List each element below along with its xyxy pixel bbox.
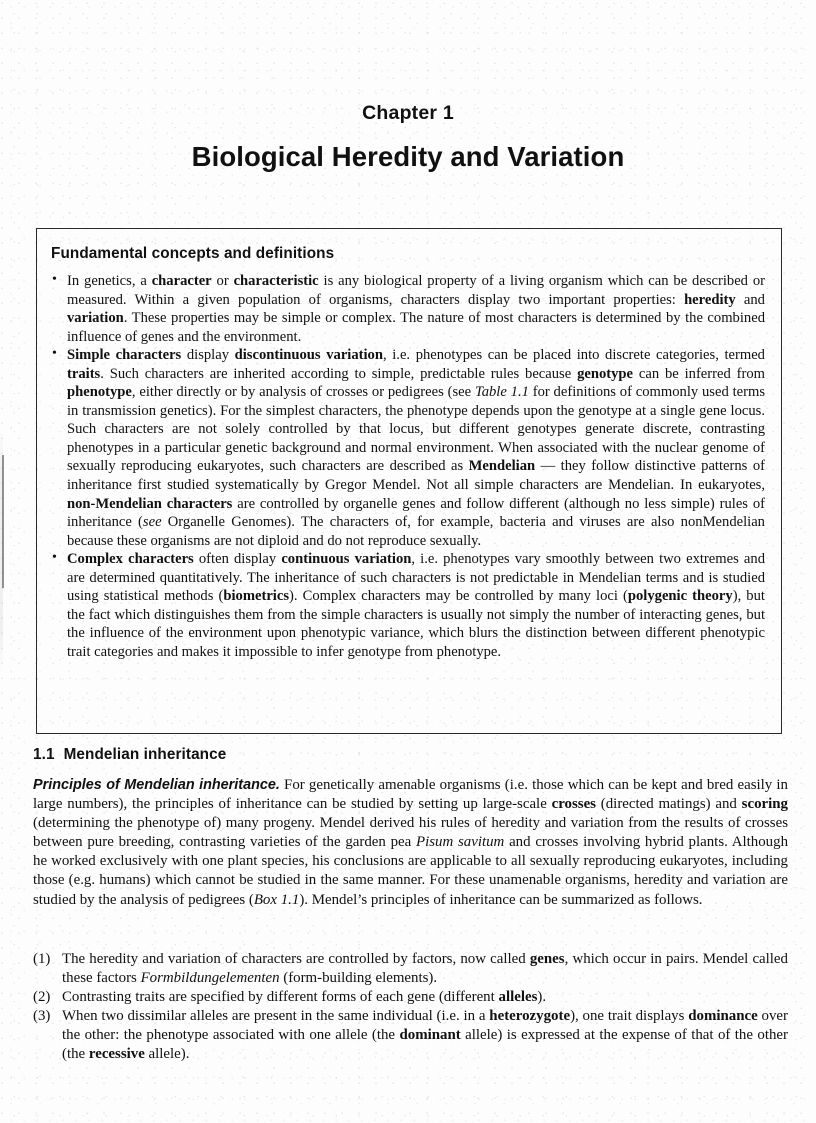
text-run: , i.e. phenotypes can be placed into discrete categories, termed <box>382 347 765 364</box>
emphasis-bold: non-Mendelian characters <box>67 495 233 512</box>
text-run: . Such characters are inherited according to simple, predictable rules because <box>100 365 578 382</box>
list-item-marker: (1) <box>33 951 51 967</box>
emphasis-bold: dominance <box>688 1008 758 1025</box>
emphasis-bold: Mendelian <box>468 458 536 475</box>
box-title: Fundamental concepts and definitions <box>51 245 335 262</box>
emphasis-bold: phenotype <box>67 384 132 401</box>
text-run: The heredity and variation of characters are controlled by factors, now called <box>62 951 530 967</box>
section-paragraph <box>33 776 788 910</box>
page-title: Biological Heredity and Variation <box>191 141 625 172</box>
emphasis-italic: Formbildungelementen <box>140 970 280 987</box>
emphasis-bold: heterozygote <box>489 1008 571 1025</box>
text-run: , which occur in pairs. Mendel called these factors <box>62 951 788 987</box>
emphasis-bold: genotype <box>577 365 634 382</box>
emphasis-bold: discontinuous variation <box>234 347 383 364</box>
numbered-principles-list <box>33 950 788 1065</box>
emphasis-bold: scoring <box>741 796 788 813</box>
numbered-list-item <box>33 1007 788 1064</box>
text-run: for definitions of commonly used terms in transmission genetics). For the simplest characters, the phenotype depends upon the genotype at a single gene locus. Such characters are not solely controlled by that locus, but different genotypes generate discrete, contrasting phenotypes in a particular genetic background and normal environment. When associated with the nuclear genome of sexually reproducing eukaryotes, such characters are described as <box>67 384 765 475</box>
emphasis-bold: Complex characters <box>67 551 194 568</box>
emphasis-bold: traits <box>67 365 101 382</box>
text-run: allele) is expressed at the expense of that of the other (the <box>62 1027 788 1063</box>
text-run: , either directly or by analysis of crosses or pedigrees (see <box>131 384 475 401</box>
section-number: 1.1 <box>33 746 55 763</box>
text-run: (directed matings) and <box>595 796 742 813</box>
text-run: can be inferred from <box>633 365 765 382</box>
text-run: — they follow distinctive patterns of inheritance first studied systematically by Gregor Mendel. Not all simple characters are Mendelian. In eukaryotes, <box>67 458 765 494</box>
text-run: ). <box>537 989 547 1006</box>
emphasis-bold: crosses <box>551 796 596 813</box>
text-run: allele). <box>144 1046 190 1063</box>
bullet-complex-characters <box>51 550 765 661</box>
section-heading <box>33 746 226 764</box>
text-run: (determining the phenotype of) many progeny. Mendel derived his rules of heredity and variation from the results of crosses between pure breeding, contrasting varieties of the garden pea <box>33 815 788 851</box>
list-item-marker: (2) <box>33 989 51 1006</box>
text-run: , i.e. phenotypes vary smoothly between two extremes and are determined quantitatively. The inheritance of such characters is not predictable in Mendelian terms and is studied using statistical methods ( <box>67 551 765 605</box>
text-run: In genetics, a <box>67 273 152 289</box>
numbered-list-item <box>33 988 788 1007</box>
emphasis-bold: biometrics <box>223 588 290 605</box>
emphasis-bold: variation <box>67 310 124 327</box>
emphasis-bold: continuous variation <box>281 551 412 568</box>
chapter-label: Chapter 1 <box>362 102 454 124</box>
run-in-heading: Principles of Mendelian inheritance. <box>33 777 280 793</box>
text-run: or <box>211 273 234 289</box>
text-run: display <box>181 347 235 364</box>
text-run: and <box>735 291 765 308</box>
emphasis-bold: character <box>151 273 212 289</box>
text-run: When two dissimilar alleles are present in the same individual (i.e. in a <box>62 1008 490 1025</box>
emphasis-bold: alleles <box>498 989 538 1006</box>
text-run: . These properties may be simple or complex. The nature of most characters is determined by the combined influence of genes and the environment. <box>67 310 765 345</box>
emphasis-bold: genes <box>529 951 565 967</box>
numbered-list-item <box>33 950 788 988</box>
text-run: ), but the fact which distinguishes them from the simple characters is usually not simply the number of interacting genes, but the influence of the environment upon phenotypic variance, which blurs the distinction between different phenotypic trait categories and makes it impossible to infer genotype from phenotype. <box>67 588 765 660</box>
emphasis-bold: heredity <box>684 291 736 308</box>
text-run: ), one trait displays <box>570 1008 689 1025</box>
emphasis-italic: Pisum savitum <box>416 834 505 851</box>
text-run: often display <box>193 551 282 568</box>
text-run: Contrasting traits are specified by different forms of each gene (different <box>62 989 499 1006</box>
emphasis-italic: see <box>142 514 162 531</box>
text-run: and crosses involving hybrid plants. Although he worked exclusively with one plant species, his conclusions are applicable to all sexually reproducing eukaryotes, including those (e.g. humans) which cannot be studied in the same manner. For these unamenable organisms, heredity and variation are studied by the analysis of pedigrees ( <box>33 834 789 908</box>
text-run: (form-building elements). <box>279 970 438 987</box>
emphasis-bold: characteristic <box>233 273 319 289</box>
section-heading-text: Mendelian inheritance <box>63 746 227 763</box>
fundamental-concepts-box <box>36 228 782 734</box>
text-run: For genetically amenable organisms (i.e. those which can be kept and bred easily in large numbers), the principles of inheritance can be studied by setting up large-scale <box>33 777 788 813</box>
emphasis-bold: recessive <box>88 1046 145 1063</box>
emphasis-italic: Box 1.1 <box>253 891 300 908</box>
emphasis-italic: Table 1.1 <box>474 384 529 401</box>
bullet-simple-characters <box>51 346 765 550</box>
emphasis-bold: Simple characters <box>67 347 182 364</box>
list-item-marker: (3) <box>33 1008 51 1025</box>
text-run: ). Mendel’s principles of inheritance can be summarized as follows. <box>299 891 703 908</box>
emphasis-bold: dominant <box>399 1027 461 1044</box>
text-run: over the other: the phenotype associated with one allele (the <box>62 1008 788 1044</box>
text-run: are controlled by organelle genes and follow different (although no less simple) rules of inheritance ( <box>67 495 765 531</box>
text-run: is any biological property of a living organism which can be described or measured. Within a given population of organisms, characters display two important properties: <box>67 273 765 308</box>
bullet-characters <box>51 272 765 346</box>
emphasis-bold: polygenic theory <box>627 588 733 605</box>
concept-bullet-list <box>37 272 781 661</box>
text-run: Organelle Genomes). The characters of, for example, bacteria and viruses are also nonMendelian because these organisms are not diploid and do not reproduce sexually. <box>67 514 765 549</box>
text-run: ). Complex characters may be controlled by many loci ( <box>289 588 628 605</box>
